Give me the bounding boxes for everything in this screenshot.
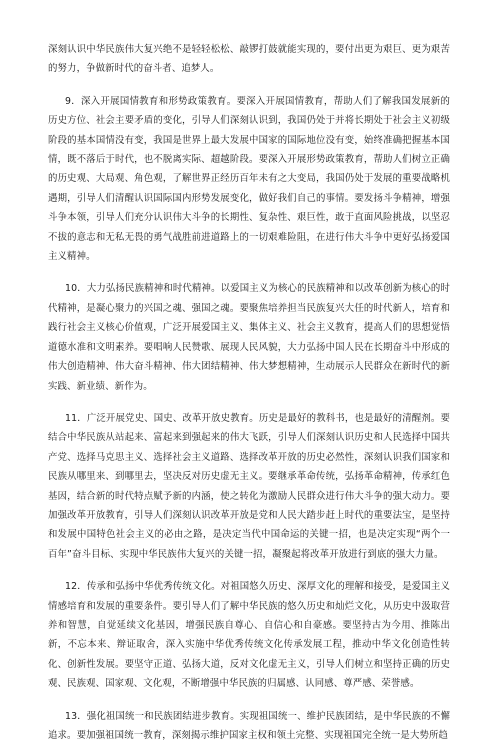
paragraph-12: 12．传承和弘扬中华优秀传统文化。对祖国悠久历史、深厚文化的理解和接受，是爱国主义情感培育和发展的重要条件。要引导人们了解中华民族的悠久历史和灿烂文化，从历史中汲取营养和智慧，自觉延续文化基因，增强民族自尊心、自信心和自豪感。要坚持古为今用、推陈出新，不忘本来、辩证取舍，深入实施中华优秀传统文化传承发展工程，推动中华文化创造性转化、创新性发展。要坚守正道、弘扬大道，反对文化虚无主义，引导人们树立和坚持正确的历史观、民族观、国家观、文化观，不断增强中华民族的归属感、认同感、尊严感、荣誉感。 [48,581,450,690]
paragraph-continuation: 深刻认识中华民族伟大复兴绝不是轻轻松松、敲锣打鼓就能实现的，要付出更为艰巨、更为艰苦的努力，争做新时代的奋斗者、追梦人。 [48,44,450,75]
paragraph-10: 10．大力弘扬民族精神和时代精神。以爱国主义为核心的民族精神和以改革创新为核心的时代精神，是凝心聚力的兴国之魂、强国之魂。要聚焦培养担当民族复兴大任的时代新人，培育和践行社会主义核心价值观，广泛开展爱国主义、集体主义、社会主义教育，提高人们的思想觉悟道德水准和文明素养。要唱响人民赞歌、展现人民风貌，大力弘扬中国人民在长期奋斗中形成的伟大创造精神、伟大奋斗精神、伟大团结精神、伟大梦想精神，生动展示人民群众在新时代的新实践、新业绩、新作为。 [48,283,450,392]
paragraph-11: 11．广泛开展党史、国史、改革开放史教育。历史是最好的教科书，也是最好的清醒剂。要结合中华民族从站起来、富起来到强起来的伟大飞跃，引导人们深刻认识历史和人民选择中国共产党、选择马克思主义、选择社会主义道路、选择改革开放的历史必然性，深刻认识我们国家和民族从哪里来、到哪里去，坚决反对历史虚无主义。要继承革命传统，弘扬革命精神，传承红色基因，结合新的时代特点赋予新的内涵，使之转化为激励人民群众进行伟大斗争的强大动力。要加强改革开放教育，引导人们深刻认识改革开放是党和人民大踏步赶上时代的重要法宝，是坚持和发展中国特色社会主义的必由之路，是决定当代中国命运的关键一招，也是决定实现“两个一百年”奋斗目标、实现中华民族伟大复兴的关键一招，凝聚起将改革开放进行到底的强大力量。 [48,412,450,560]
paragraph-9: 9．深入开展国情教育和形势政策教育。要深入开展国情教育，帮助人们了解我国发展新的历史方位、社会主要矛盾的变化，引导人们深刻认识到，我国仍处于并将长期处于社会主义初级阶段的基本国情没有变，我国是世界上最大发展中国家的国际地位没有变，始终准确把握基本国情，既不落后于时代，也不脱离实际、超越阶段。要深入开展形势政策教育，帮助人们树立正确的历史观、大局观、角色观，了解世界正经历百年未有之大变局，我国仍处于发展的重要战略机遇期，引导人们清醒认识国际国内形势发展变化，做好我们自己的事情。要发扬斗争精神，增强斗争本领，引导人们充分认识伟大斗争的长期性、复杂性、艰巨性，敢于直面风险挑战，以坚忍不拔的意志和无私无畏的勇气战胜前进道路上的一切艰难险阻，在进行伟大斗争中更好弘扬爱国主义精神。 [48,95,450,263]
paragraph-13: 13．强化祖国统一和民族团结进步教育。实现祖国统一、维护民族团结，是中华民族的不懈追求。要加强祖国统一教育，深刻揭示维护国家主权和领土完整、实现祖国完全统一是大势所趋 [48,710,450,741]
